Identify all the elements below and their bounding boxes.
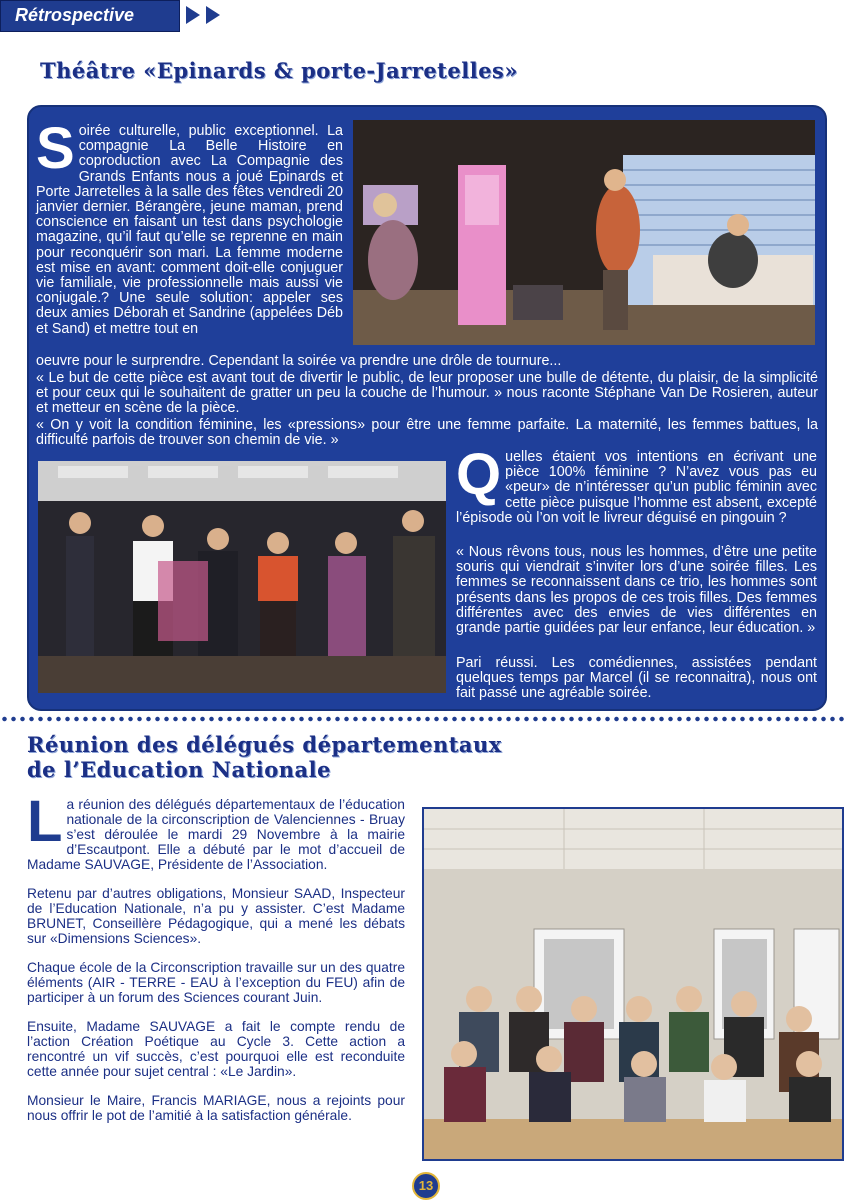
section-header-tab xyxy=(0,0,180,32)
dotted-divider xyxy=(0,716,848,722)
drop-cap: L xyxy=(27,789,63,854)
article-intro: Soirée culturelle, public exceptionnel. La compagnie La Belle Histoire en coproduction avec La Compagnie des Grands Enfants nous a joué Epinards et Porte Jarretelles à la salle des fêtes vendredi 20 janvier dernier. Bérangère, jeune maman, prend conscience en faisant un test dans psychologie magazine, qu’il faut qu’elle se reprenne en main pour reconquérir son mari. La femme moderne est mise en avant: comment doit-elle conjuguer vie familiale, vie professionnelle mais aussi vie conjugale.? Une seule solution: appeler ses deux amies Déborah et Sandrine (appelées Déb et Sand) et mettre tout en xyxy=(36,116,343,337)
arrow-right-icon xyxy=(186,6,200,24)
paragraph: Monsieur le Maire, Francis MARIAGE, nous a rejoints pour nous offrir le pot de l’amitié à la satisfaction générale. xyxy=(27,1093,405,1123)
arrow-right-icon xyxy=(206,6,220,24)
paragraph: Retenu par d’autres obligations, Monsieur SAAD, Inspecteur de l’Education Nationale, n’a pu y assister. C’est Madame BRUNET, Conseillère Pédagogique, qui a mené les débats sur «Dimensions Sciences». xyxy=(27,886,405,946)
article-title: Réunion des délégués départementaux de l’Education Nationale xyxy=(27,732,502,782)
drop-cap: Q xyxy=(456,442,502,507)
interview-question: Quelles étaient vos intentions en écrivant une pièce 100% féminine ? N’avez vous pas eu «peur» de n’intéresser qu’un public féminin avec cette pièce puisque l’homme est absent, excepté l’épisode où l’on voit le livreur déguisé en pingouin ? xyxy=(456,442,817,526)
article-title: Théâtre «Epinards & porte-Jarretelles» xyxy=(40,58,519,83)
stage-photo xyxy=(353,120,815,345)
page-number: 13 xyxy=(412,1172,440,1200)
group-photo xyxy=(422,807,844,1161)
paragraph: Ensuite, Madame SAUVAGE a fait le compte rendu de l’action Création Poétique au Cycle 3. Cette action a rencontré un vif succès, c’est pourquoi elle est reconduite cette année pour sujet central : «Le Jardin». xyxy=(27,1019,405,1079)
article-quote: « On y voit la condition féminine, les «pressions» pour être une femme parfaite. La maternité, les femmes battues, la difficulté parfois de trouver son chemin de vie. » xyxy=(36,417,818,449)
article-quote: « Le but de cette pièce est avant tout de divertir le public, de leur proposer une bulle de détente, du plaisir, de la simplicité et pour ceux qui le souhaitent de gratter un peu la couche de l’humour. » nous raconte Stéphane Van De Rosieren, auteur et metteur en scène de la pièce. xyxy=(36,370,818,417)
section-label: Rétrospective xyxy=(15,5,135,25)
drop-cap: S xyxy=(36,116,75,181)
paragraph: Chaque école de la Circonscription travaille sur un des quatre éléments (AIR - TERRE - EAU à l’exception du FEU) afin de participer à un forum des Sciences courant Juin. xyxy=(27,960,405,1005)
article-body: La réunion des délégués départementaux de l’éducation nationale de la circonscription de Valenciennes - Bruay s’est déroulée le mardi 29 Novembre à la mairie d’Escautpont. Elle a débuté par le mot d’accueil de Madame SAUVAGE, Présidente de l’Association. Retenu par d’autres obligations, Monsieur SAAD, Inspecteur de l’Education Nationale, n’a pu y assister. C’est Madame BRUNET, Conseillère Pédagogique, qui a mené les débats sur «Dimensions Sciences». Chaque école de la Circonscription travaille sur un des quatre éléments (AIR - TERRE - EAU à l’exception du FEU) afin de participer à un forum des Sciences courant Juin. Ensuite, Madame SAUVAGE a fait le compte rendu de l’action Création Poétique au Cycle 3. Cette action a rencontré un vif succès, c’est pourquoi elle est reconduite cette année pour sujet central : «Le Jardin». Monsieur le Maire, Francis MARIAGE, nous a rejoints pour nous offrir le pot de l’amitié à la satisfaction générale. xyxy=(27,789,405,1123)
interview-answer: « Nous rêvons tous, nous les hommes, d’être une petite souris qui viendrait s’inviter lors d’une soirée filles. Les femmes se reconnaissent dans ce trio, les hommes sont présents dans les propos de ces trois filles. Des femmes différentes avec des envies de vies différentes en grande partie guidées par leur enfance, leur éducation. » xyxy=(456,544,817,637)
article-closing: Pari réussi. Les comédiennes, assistées pendant quelques temps par Marcel (il se reconnaitra), nous ont fait passé une agréable soirée. xyxy=(456,655,817,702)
curtain-call-photo xyxy=(38,461,446,693)
article-continuation: oeuvre pour le surprendre. Cependant la soirée va prendre une drôle de tournure... xyxy=(36,353,562,369)
